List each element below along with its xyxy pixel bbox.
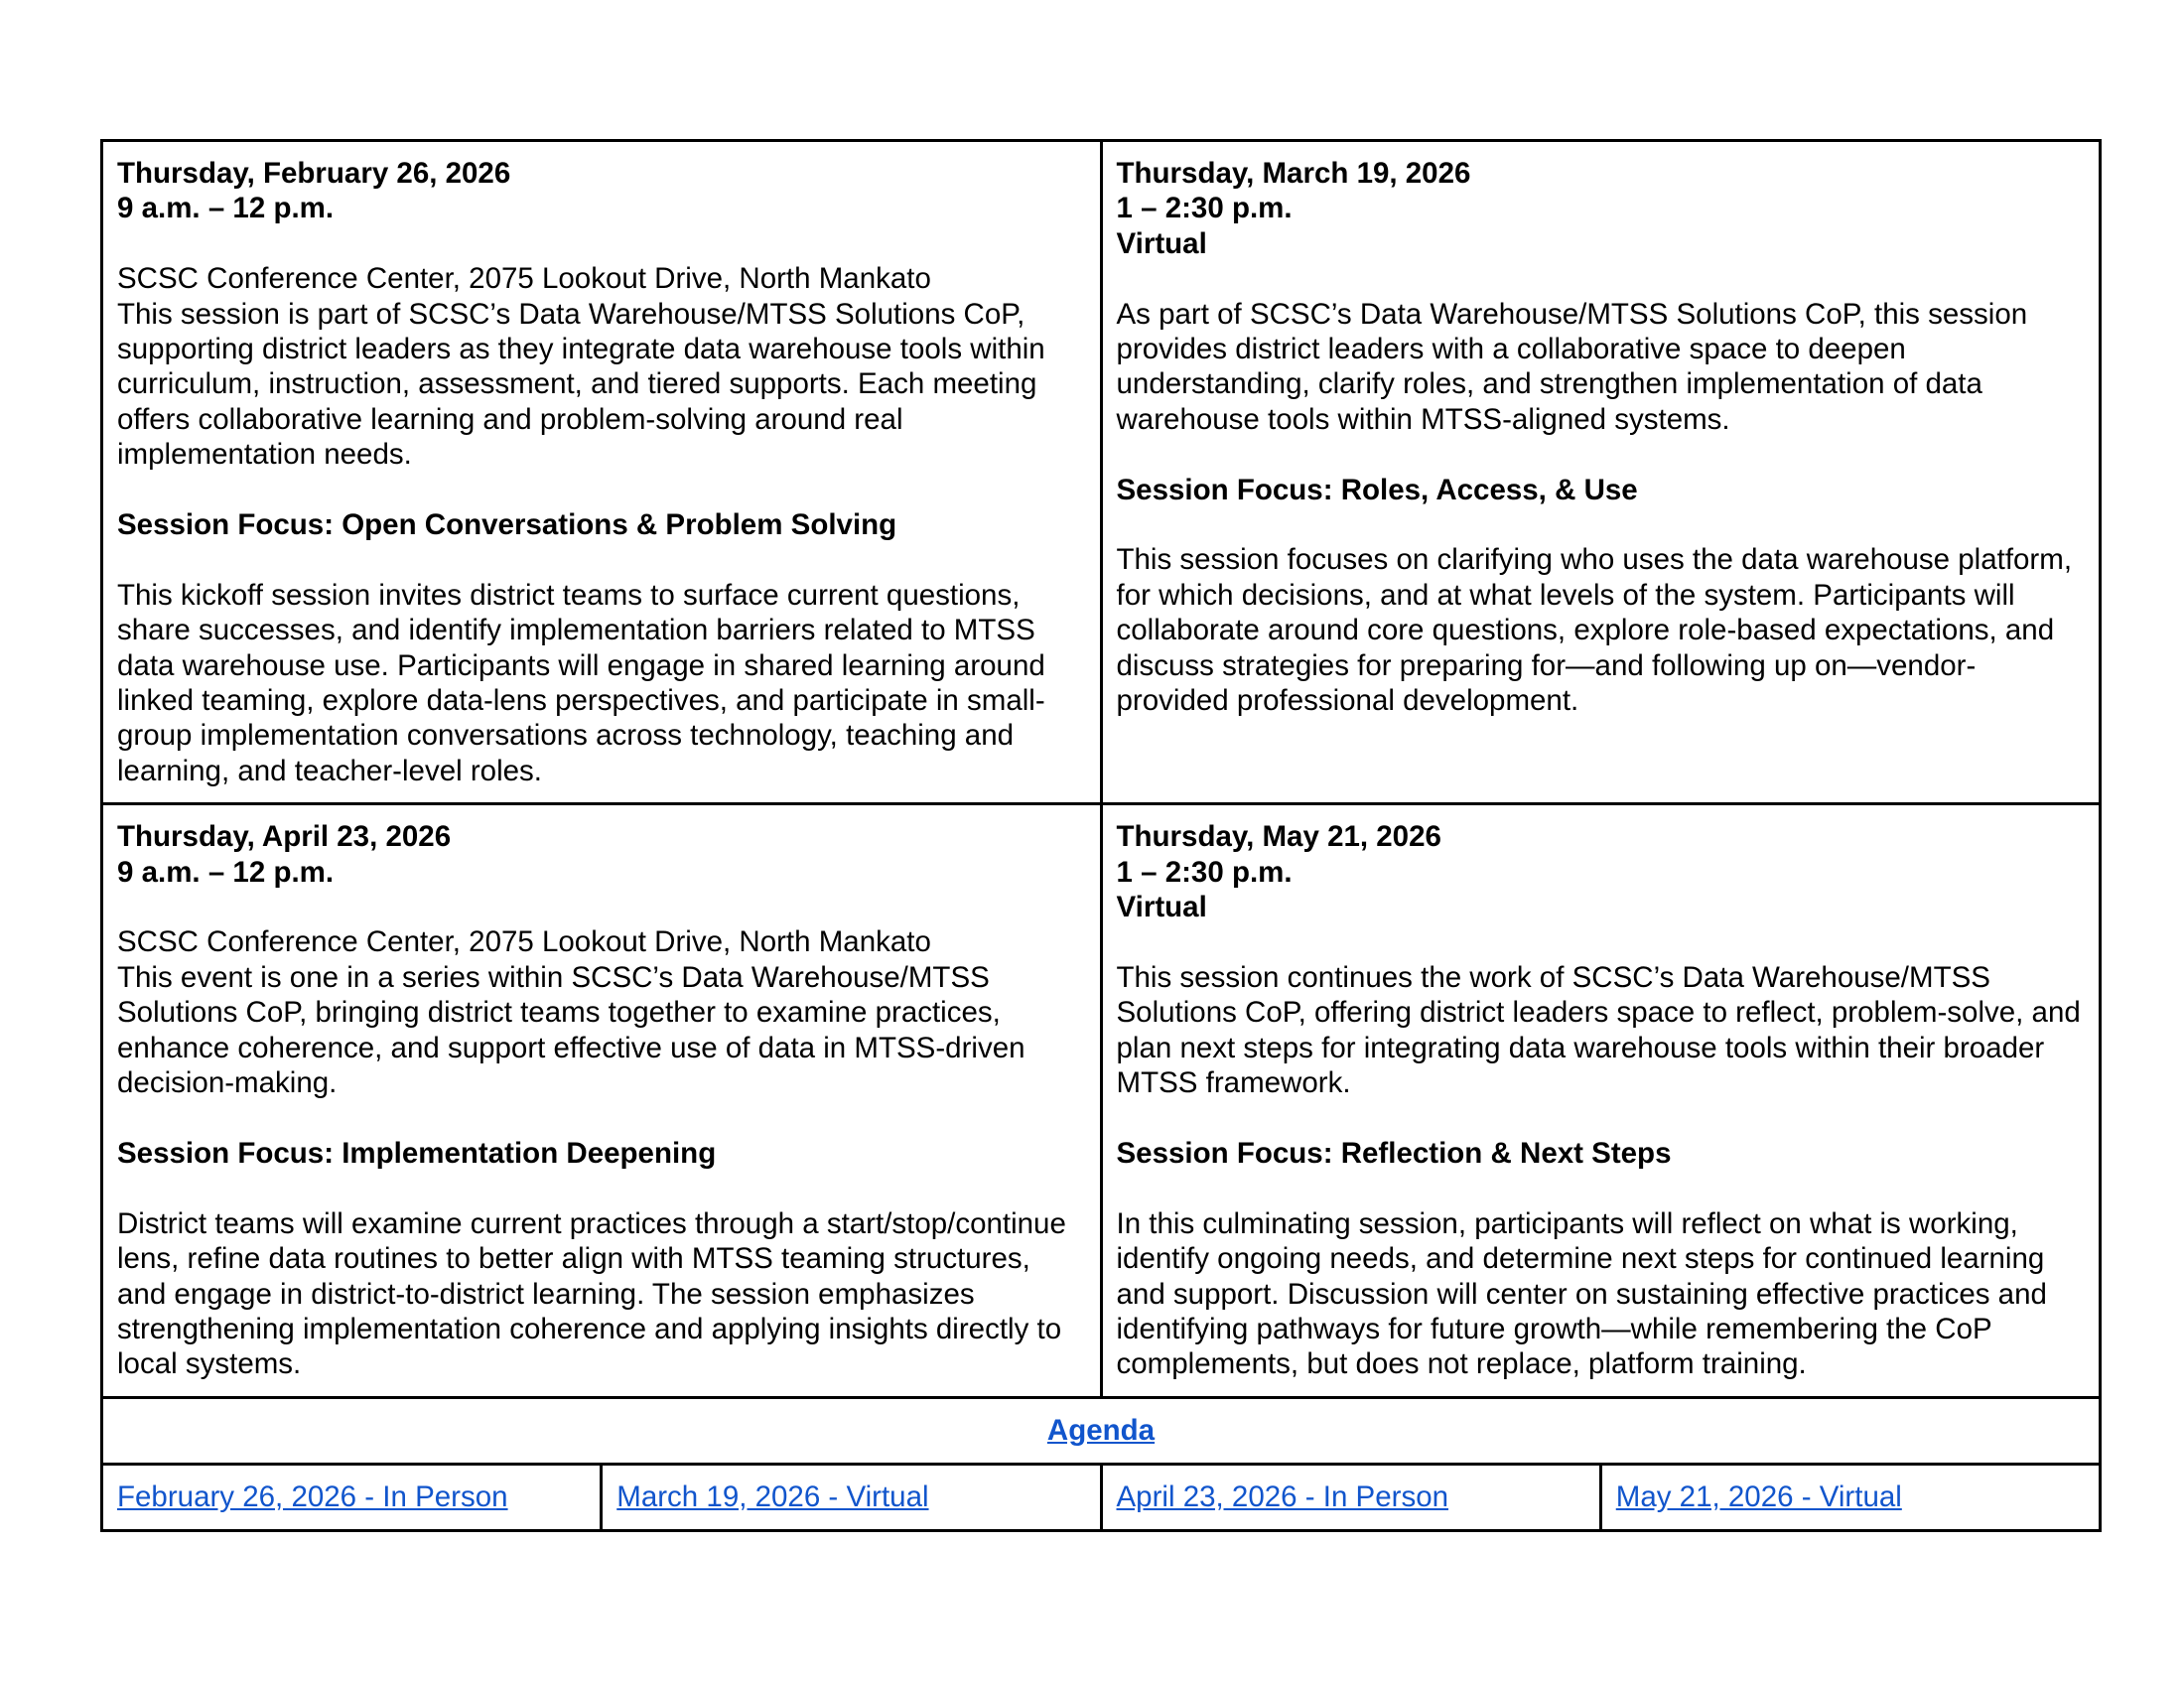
session-time: 1 – 2:30 p.m. (1116, 192, 1293, 225)
agenda-link-cell-mar (602, 1464, 1101, 1530)
agenda-link-cell-may (1600, 1464, 2100, 1530)
session-cell-feb (102, 141, 1102, 804)
session-intro: This session continues the work of SCSC’s Data Warehouse/MTSS Solutions CoP, offering district leaders space to reflect, problem-solve, and plan next steps for integrating data warehouse tools within their broader MTSS framework. (1116, 960, 2081, 1100)
agenda-link-apr[interactable]: April 23, 2026 - In Person (1116, 1479, 1449, 1513)
session-time: 1 – 2:30 p.m. (1116, 855, 1293, 889)
agenda-link-cell-feb (102, 1464, 602, 1530)
session-location: SCSC Conference Center, 2075 Lookout Drive, North Mankato (117, 925, 931, 959)
session-description: This kickoff session invites district teams to surface current questions, share successes, and identify implementation barriers related to MTSS data warehouse use. Participants will engage in shared learning around linked teaming, explore data-lens perspectives, and participate in small-group implementation conversations across technology, teaching and learning, and teacher-level roles. (117, 578, 1045, 787)
agenda-link[interactable]: Agenda (1046, 1413, 1156, 1447)
agenda-header-row (102, 1397, 2101, 1464)
session-date: Thursday, May 21, 2026 (1116, 820, 1441, 854)
session-focus: Session Focus: Implementation Deepening (117, 1136, 717, 1170)
session-description: District teams will examine current practices through a start/stop/continue lens, refine data routines to better align with MTSS teaming structures, and engage in district-to-district learning. The session emphasizes strengthening implementation coherence and applying insights directly to local systems. (117, 1206, 1066, 1381)
session-time: 9 a.m. – 12 p.m. (117, 192, 335, 225)
session-description: In this culminating session, participants will reflect on what is working, identify ongoing needs, and determine next steps for continued learning and support. Discussion will center on sustaining effective practices and identifying pathways for future growth—while remembering the CoP complements, but does not replace, platform training. (1116, 1206, 2047, 1381)
session-mode: Virtual (1116, 226, 1207, 260)
session-time: 9 a.m. – 12 p.m. (117, 855, 335, 889)
session-schedule-table (100, 139, 2102, 1532)
schedule-row-1 (102, 141, 2101, 804)
session-cell-may (1101, 804, 2101, 1397)
session-date: Thursday, February 26, 2026 (117, 157, 511, 190)
session-cell-mar (1101, 141, 2101, 804)
agenda-links-row (102, 1464, 2101, 1530)
agenda-link-feb[interactable]: February 26, 2026 - In Person (117, 1479, 508, 1513)
session-location: SCSC Conference Center, 2075 Lookout Drive, North Mankato (117, 262, 931, 296)
session-date: Thursday, March 19, 2026 (1116, 157, 1471, 190)
agenda-link-may[interactable]: May 21, 2026 - Virtual (1615, 1479, 1902, 1513)
session-focus: Session Focus: Open Conversations & Problem Solving (117, 508, 897, 542)
session-date: Thursday, April 23, 2026 (117, 820, 452, 854)
session-description: This session focuses on clarifying who uses the data warehouse platform, for which decisions, and at what levels of the system. Participants will collaborate around core questions, explore role-based expectations, and discuss strategies for preparing for—and following up on—vendor-provided professional development. (1116, 543, 2073, 718)
session-cell-apr (102, 804, 1102, 1397)
session-intro: This session is part of SCSC’s Data Warehouse/MTSS Solutions CoP, supporting district leaders as they integrate data warehouse tools within curriculum, instruction, assessment, and tiered supports. Each meeting offers collaborative learning and problem-solving around real implementation needs. (117, 297, 1045, 472)
session-focus: Session Focus: Reflection & Next Steps (1116, 1136, 1672, 1170)
session-mode: Virtual (1116, 891, 1207, 924)
session-intro: This event is one in a series within SCSC’s Data Warehouse/MTSS Solutions CoP, bringing district teams together to examine practices, enhance coherence, and support effective use of data in MTSS-driven decision-making. (117, 960, 1025, 1100)
agenda-cell (102, 1397, 2101, 1464)
agenda-link-mar[interactable]: March 19, 2026 - Virtual (616, 1479, 929, 1513)
schedule-row-2 (102, 804, 2101, 1397)
session-intro: As part of SCSC’s Data Warehouse/MTSS Solutions CoP, this session provides district leaders with a collaborative space to deepen understanding, clarify roles, and strengthen implementation of data warehouse tools within MTSS-aligned systems. (1116, 297, 2028, 436)
agenda-link-cell-apr (1101, 1464, 1600, 1530)
session-focus: Session Focus: Roles, Access, & Use (1116, 473, 1638, 506)
